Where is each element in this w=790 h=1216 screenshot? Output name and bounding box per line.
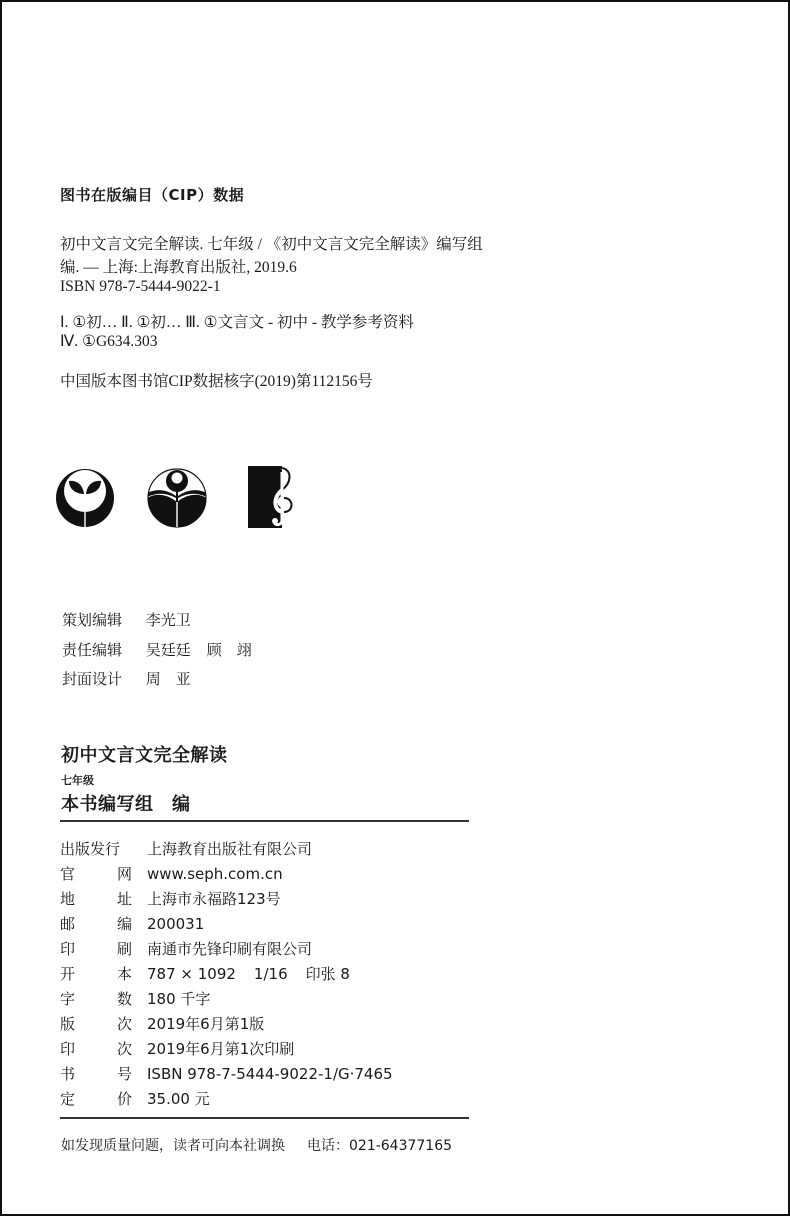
info-label: 网 (117, 865, 133, 883)
credit-name: 李光卫 (145, 613, 191, 629)
credit-row (62, 668, 207, 689)
info-value: 35.00 元 (147, 1090, 210, 1108)
info-value: 180 千字 (147, 990, 211, 1008)
credit-name: 周 亚 (145, 672, 191, 688)
info-label: 邮 (60, 915, 76, 933)
info-label: 编 (117, 915, 133, 933)
cip-line: 初中文言文完全解读. 七年级 / 《初中文言文完全解读》编写组 (60, 236, 483, 253)
credit-name: 顾 翊 (206, 643, 252, 659)
info-label: 书 (60, 1065, 76, 1083)
info-label: 官 (60, 865, 76, 883)
info-row-isbn (60, 1063, 393, 1084)
divider-rule (60, 820, 469, 822)
sprout-logo-icon (55, 468, 115, 532)
info-label: 址 (117, 890, 133, 908)
info-label: 本 (117, 965, 133, 983)
info-row-wordcount (60, 988, 210, 1009)
info-value: 787 × 1092 (147, 965, 236, 983)
info-row-price (60, 1088, 210, 1109)
info-row-printing (60, 1038, 294, 1059)
info-value: 2019年6月第1次印刷 (147, 1040, 295, 1058)
info-row-postcode (60, 913, 204, 934)
info-label: 次 (117, 1015, 133, 1033)
credit-role: 封面设计 (62, 672, 123, 688)
flower-logo-icon (147, 468, 207, 532)
cip-heading: 图书在版编目（CIP）数据 (60, 186, 245, 204)
info-row-address (60, 888, 281, 909)
info-label: 定 (60, 1090, 76, 1108)
info-label: 出版发行 (60, 840, 121, 858)
info-label: 开 (60, 965, 76, 983)
info-row-website (60, 863, 283, 884)
info-row-edition (60, 1013, 264, 1034)
divider-rule (60, 1117, 469, 1119)
cip-line: 编. — 上海:上海教育出版社, 2019.6 (60, 259, 297, 276)
info-value: 上海市永福路123号 (147, 890, 281, 908)
phone-number: 电话：021-64377165 (307, 1138, 453, 1154)
cip-line: Ⅳ. ①G634.303 (60, 333, 158, 350)
info-label: 次 (117, 1040, 133, 1058)
info-value: ISBN 978-7-5444-9022-1/G·7465 (147, 1065, 393, 1083)
book-author: 本书编写组 编 (61, 794, 191, 815)
info-label: 印 (60, 940, 76, 958)
info-row-format (60, 963, 350, 984)
info-value: 南通市先锋印刷有限公司 (147, 940, 313, 958)
info-value: 上海教育出版社有限公司 (147, 840, 313, 858)
credit-role: 责任编辑 (62, 643, 123, 659)
info-label: 刷 (117, 940, 133, 958)
info-value: 印张 8 (305, 965, 350, 983)
info-value: 200031 (147, 915, 205, 933)
credit-name: 吴廷廷 (145, 643, 191, 659)
footer-note (61, 1135, 452, 1155)
cip-line: ISBN 978-7-5444-9022-1 (60, 278, 221, 295)
info-label: 数 (117, 990, 133, 1008)
info-label: 字 (60, 990, 76, 1008)
info-label: 价 (117, 1090, 133, 1108)
quality-note: 如发现质量问题，读者可向本社调换 (61, 1138, 285, 1154)
info-value: www.seph.com.cn (147, 865, 283, 883)
info-value: 2019年6月第1版 (147, 1015, 265, 1033)
info-label: 印 (60, 1040, 76, 1058)
cip-line: Ⅰ. ①初… Ⅱ. ①初… Ⅲ. ①文言文 - 初中 - 教学参考资料 (60, 314, 414, 331)
treble-clef-logo-icon (248, 466, 300, 532)
cip-line: 中国版本图书馆CIP数据核字(2019)第112156号 (60, 373, 373, 390)
info-row-publisher (60, 838, 312, 859)
info-label: 版 (60, 1015, 76, 1033)
book-subtitle: 七年级 (61, 774, 94, 787)
info-value: 1/16 (253, 965, 288, 983)
info-label: 号 (117, 1065, 133, 1083)
credit-role: 策划编辑 (62, 613, 123, 629)
credit-row (62, 609, 207, 630)
info-label: 地 (60, 890, 76, 908)
book-title: 初中文言文完全解读 (61, 745, 228, 766)
credit-row (62, 639, 268, 660)
info-row-printer (60, 938, 312, 959)
